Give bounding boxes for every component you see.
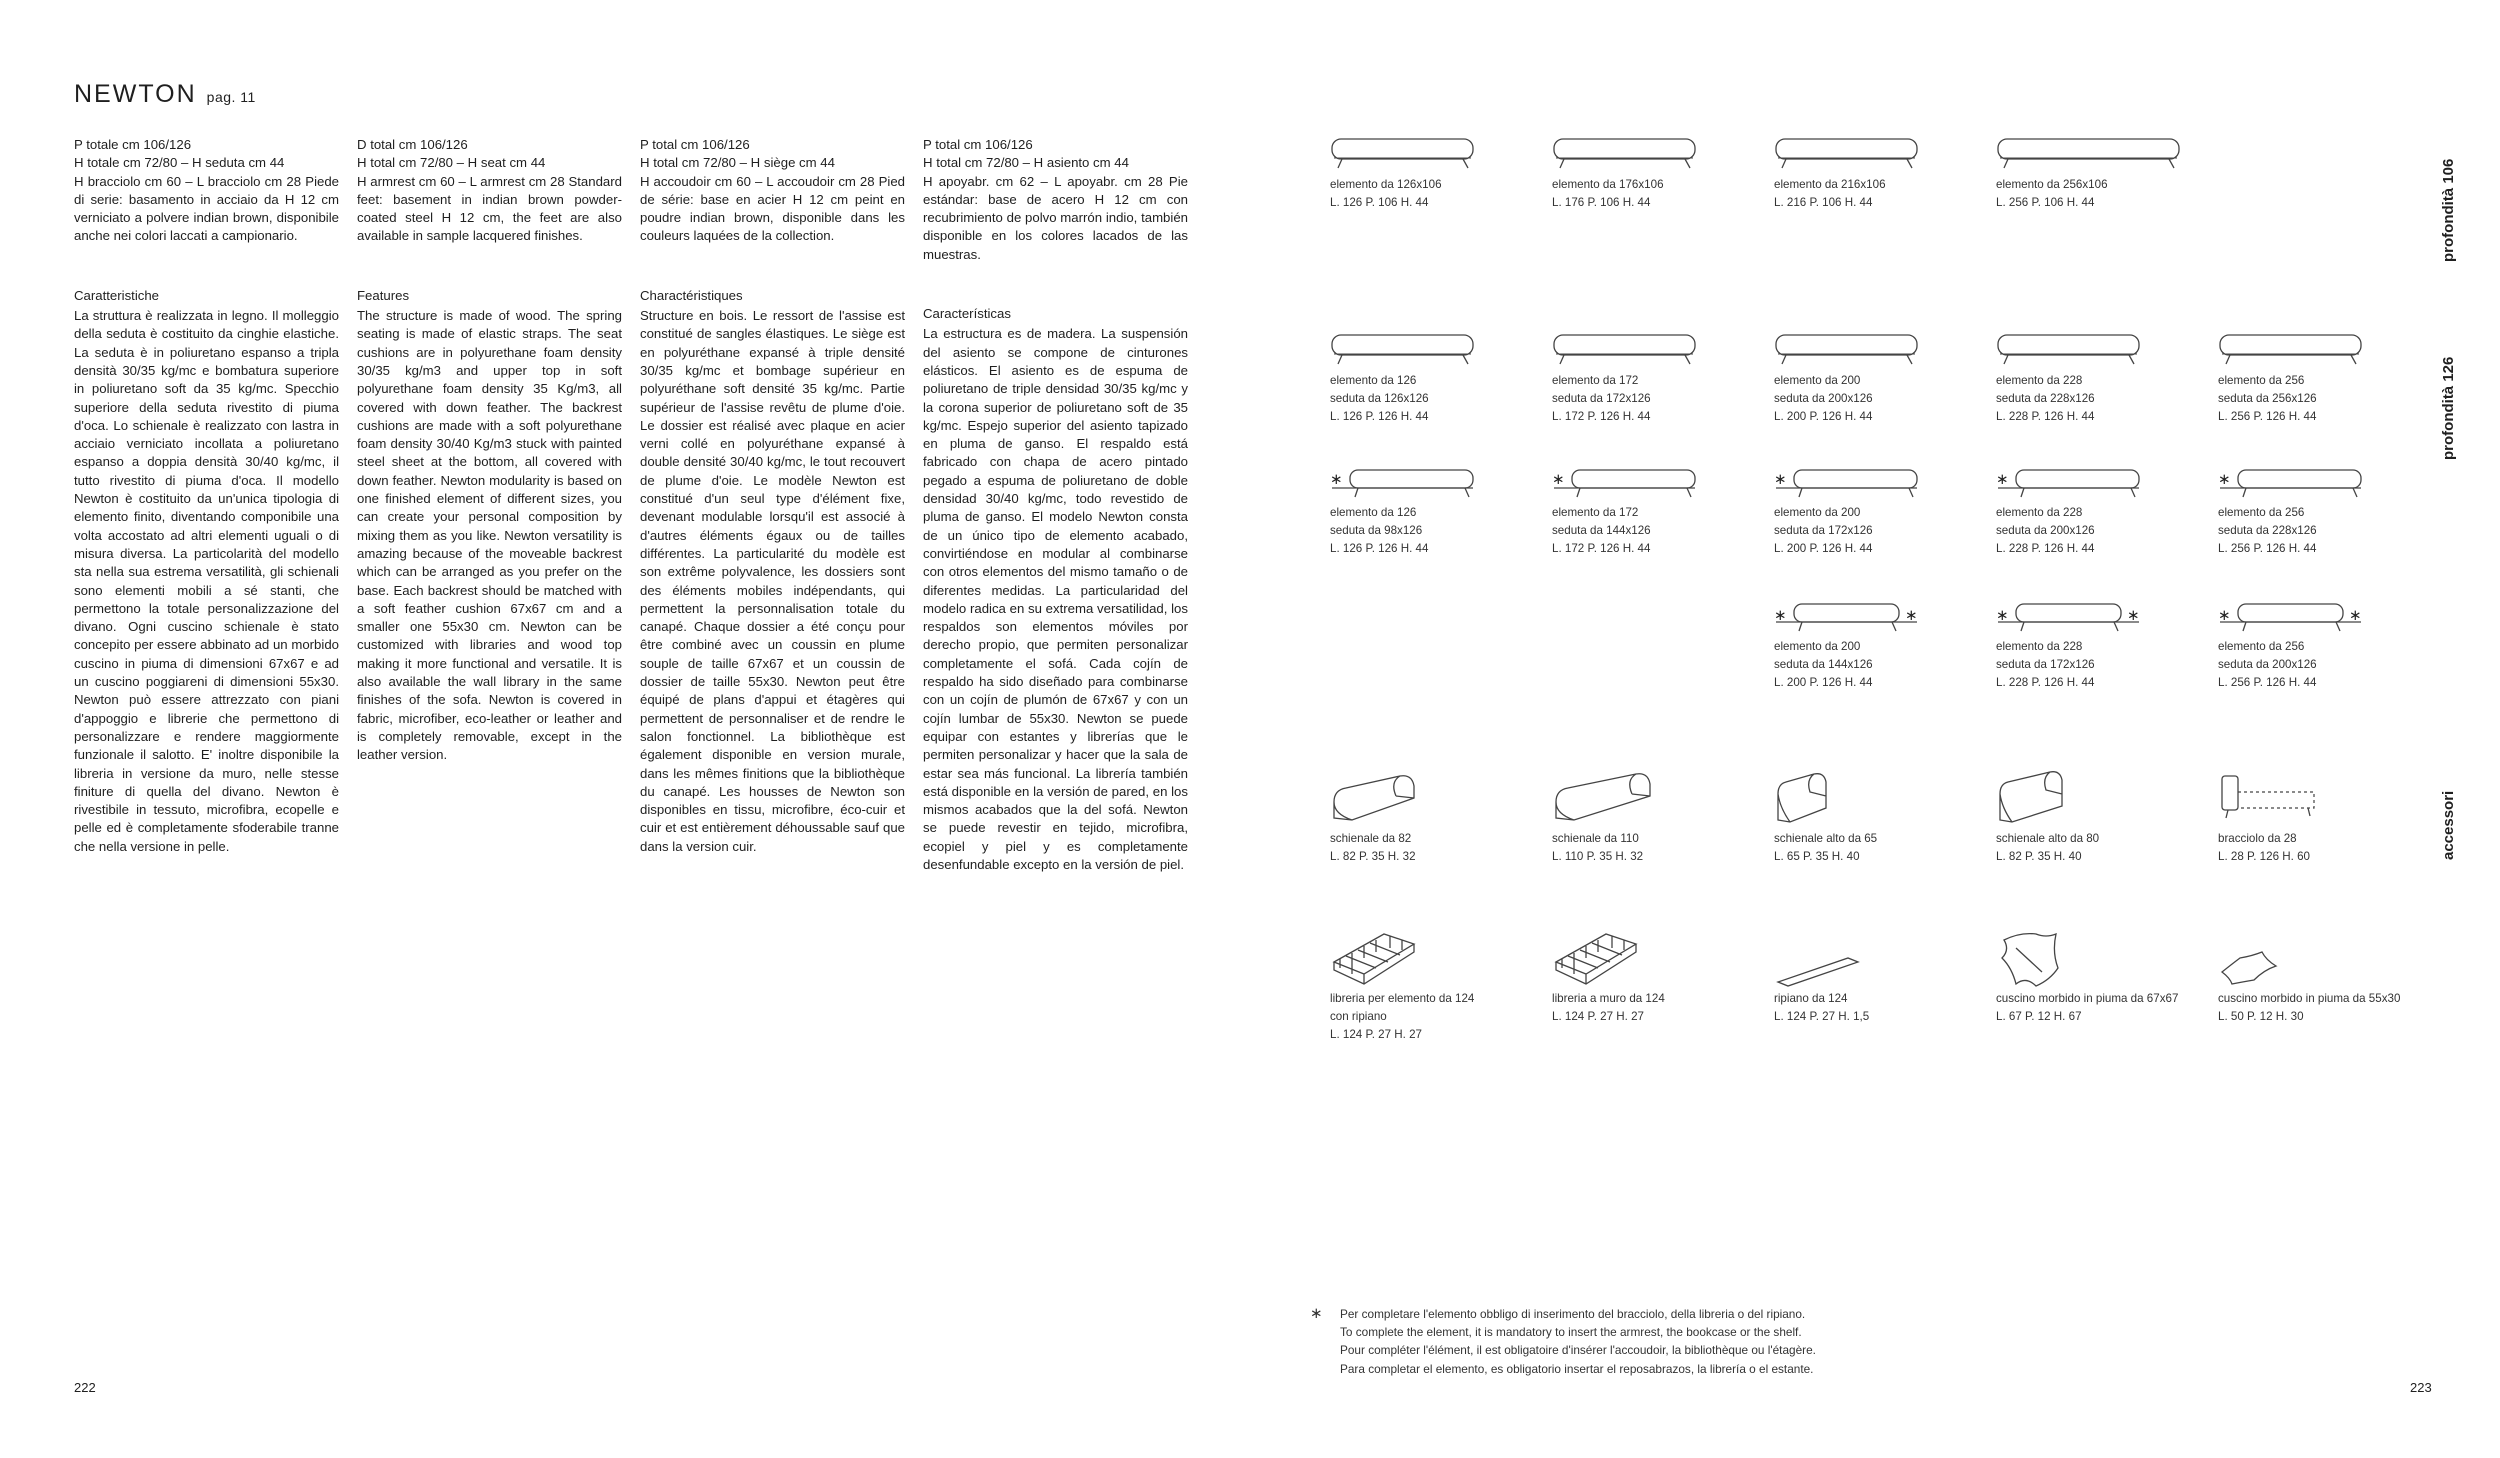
sofa-element-drawing [1774, 136, 1924, 176]
sofa-element-106 [1552, 136, 1752, 212]
accessory-armrest [2218, 768, 2418, 866]
dim-line: H total cm 72/80 – H siège cm 44 [640, 155, 835, 171]
element-caption: elemento da 228 seduta da 172x126 L. 228 P. 126 H. 44 [1996, 640, 2095, 690]
star-marker: ∗ [1552, 471, 1565, 488]
footnote-star: ∗ [1310, 1305, 1323, 1322]
star-marker: ∗ [1774, 471, 1787, 488]
accessory-caption: libreria per elemento da 124 con ripiano L. 124 P. 27 H. 27 [1330, 992, 1475, 1042]
dim-line: H apoyabr. cm 62 – L apoyabr. cm 28 Pie estándar: base de acero H 12 cm con recubrimiento de polvo marrón indio, también disponible en los colores lacados de las muestras. [923, 173, 1188, 262]
sofa-element-drawing [1552, 136, 1702, 176]
shelf-icon [1774, 928, 1924, 990]
column-english [357, 136, 622, 765]
accessory-high-backrest [1996, 768, 2196, 866]
element-caption: elemento da 172 seduta da 144x126 L. 172 P. 126 H. 44 [1552, 506, 1651, 556]
section-label-depth-126: profondità 126 [2440, 356, 2457, 460]
high-backrest-icon [1774, 768, 1924, 830]
features-heading: Caratteristiche [74, 287, 160, 303]
sofa-element-126 [1996, 332, 2196, 427]
element-caption: elemento da 176x106 L. 176 P. 106 H. 44 [1552, 178, 1664, 210]
sofa-element-drawing [1996, 598, 2146, 638]
star-marker: ∗ [1996, 471, 2009, 488]
accessory-caption: cuscino morbido in piuma da 55x30 L. 50 P. 12 H. 30 [2218, 992, 2401, 1024]
sofa-element-drawing [1996, 464, 2146, 504]
element-caption: elemento da 256 seduta da 256x126 L. 256 P. 126 H. 44 [2218, 374, 2317, 424]
dim-line: D total cm 106/126 [357, 137, 468, 152]
sofa-element-126-star [1774, 464, 1974, 559]
element-caption: elemento da 200 seduta da 144x126 L. 200 P. 126 H. 44 [1774, 640, 1873, 690]
wall-bookcase-icon [1552, 928, 1702, 990]
footnote-line: Per completare l'elemento obbligo di inserimento del bracciolo, della libreria o del ripiano. [1340, 1307, 1806, 1321]
sofa-element-126-double-star [2218, 598, 2418, 693]
features-text: La estructura es de madera. La suspensión del asiento se compone de cinturones elásticos. El asiento es de espuma de poliuretano de triple densidad 30/35 kg/mc y la corona superior de poliuretano soft de 35 kg/mc. Espejo superior del asiento tapizado en pluma de ganso. El respaldo está fabricado con chapa de acero pintado pegado a espuma de poliuretano de doble densidad 30/40 kg/mc, todo revestido de pluma de ganso. El modelo Newton consta de un único tipo de elemento acabado, convirtiéndose en modular al combinarse con otros elementos del mismo tamaño o de diferentes medidas. La particularidad del modelo radica en su extrema versatilidad, los respaldos son elementos móviles por derecho propio, que permiten personalizar completamente el sofá. Cada cojín de respaldo ha sido diseñado para combinarse con un cojín de plumón de 67x67 y con un cojín lumbar de 55x30. Newton se puede equipar con estantes y librerías que le permiten personalizar y hacer que la sala de estar sea más funcional. La librería también está disponible en la versión de pared, en los mismos acabados que la del sofá. Newton se puede revestir en tejido, microfibra, ecopiel y piel y es completamente desenfundable excepto en la versión de piel. [923, 326, 1188, 872]
page-reference: pag. 11 [206, 89, 256, 105]
sofa-element-126-double-star [1996, 598, 2196, 693]
cushion-icon [1996, 928, 2146, 990]
element-caption: elemento da 228 seduta da 200x126 L. 228 P. 126 H. 44 [1996, 506, 2095, 556]
sofa-element-126 [1330, 332, 1530, 427]
dim-line: P total cm 106/126 [640, 137, 750, 152]
sofa-element-106 [1330, 136, 1530, 212]
accessory-cushion-67 [1996, 928, 2196, 1026]
lumbar-cushion-icon [2218, 928, 2368, 990]
accessory-shelf [1774, 928, 1974, 1026]
dim-line: P totale cm 106/126 [74, 137, 192, 152]
footnote-line: Pour compléter l'élément, il est obligatoire d'insérer l'accoudoir, la bibliothèque ou l'étagère. [1340, 1343, 1816, 1358]
star-marker: ∗ [1330, 471, 1343, 488]
column-italian [74, 136, 339, 856]
sofa-element-drawing [1552, 332, 1702, 372]
accessory-caption: bracciolo da 28 L. 28 P. 126 H. 60 [2218, 832, 2310, 864]
sofa-element-drawing [1330, 464, 1480, 504]
accessory-caption: schienale alto da 80 L. 82 P. 35 H. 40 [1996, 832, 2100, 864]
star-marker: ∗ [1905, 607, 1918, 624]
dim-line: H totale cm 72/80 – H seduta cm 44 [74, 155, 285, 171]
star-marker: ∗ [2349, 607, 2362, 624]
footnote-line: To complete the element, it is mandatory to insert the armrest, the bookcase or the shelf. [1340, 1325, 1802, 1340]
accessory-caption: ripiano da 124 L. 124 P. 27 H. 1,5 [1774, 992, 1870, 1024]
accessory-wall-bookcase [1552, 928, 1752, 1026]
sofa-element-106 [1774, 136, 1974, 212]
star-marker: ∗ [2218, 471, 2231, 488]
accessory-caption: schienale da 82 L. 82 P. 35 H. 32 [1330, 832, 1416, 864]
sofa-element-126-star [1552, 464, 1752, 559]
page-number-left: 222 [74, 1380, 96, 1395]
footnote-line: Para completar el elemento, es obligatorio insertar el reposabrazos, la librería o el estante. [1340, 1361, 1814, 1376]
section-label-accessories: accessori [2440, 790, 2457, 860]
features-heading: Características [923, 306, 1011, 322]
element-caption: elemento da 126x106 L. 126 P. 106 H. 44 [1330, 178, 1442, 210]
accessory-caption: libreria a muro da 124 L. 124 P. 27 H. 27 [1552, 992, 1665, 1024]
element-caption: elemento da 256 seduta da 200x126 L. 256 P. 126 H. 44 [2218, 640, 2317, 690]
sofa-element-drawing [1330, 136, 1480, 176]
sofa-element-126-double-star [1774, 598, 1974, 693]
page-number-right: 223 [2410, 1380, 2432, 1395]
element-caption: elemento da 200 seduta da 172x126 L. 200 P. 126 H. 44 [1774, 506, 1873, 556]
page-title: NEWTON pag. 11 [74, 80, 256, 108]
accessory-cushion-55 [2218, 928, 2418, 1026]
backrest-icon [1330, 768, 1480, 830]
sofa-element-drawing [1774, 598, 1924, 638]
sofa-element-106 [1996, 136, 2196, 212]
accessory-high-backrest [1774, 768, 1974, 866]
sofa-element-drawing [2218, 598, 2368, 638]
star-marker: ∗ [2127, 607, 2140, 624]
sofa-element-126 [2218, 332, 2418, 427]
element-caption: elemento da 200 seduta da 200x126 L. 200 P. 126 H. 44 [1774, 374, 1873, 424]
footnote [1310, 1305, 1816, 1378]
sofa-element-drawing [2218, 332, 2368, 372]
element-caption: elemento da 256x106 L. 256 P. 106 H. 44 [1996, 178, 2108, 210]
features-heading: Charactéristiques [640, 287, 743, 303]
dim-line: H accoudoir cm 60 – L accoudoir cm 28 Pied de série: base en acier H 12 cm peint en poudre indian brown, disponible dans les couleurs laquées de la collection. [640, 173, 905, 244]
element-caption: elemento da 216x106 L. 216 P. 106 H. 44 [1774, 178, 1886, 210]
sofa-element-drawing [1774, 332, 1924, 372]
accessory-backrest [1552, 768, 1752, 866]
element-caption: elemento da 228 seduta da 228x126 L. 228 P. 126 H. 44 [1996, 374, 2095, 424]
star-marker: ∗ [2218, 607, 2231, 624]
star-marker: ∗ [1774, 607, 1787, 624]
accessory-caption: schienale alto da 65 L. 65 P. 35 H. 40 [1774, 832, 1878, 864]
dim-line: H total cm 72/80 – H asiento cm 44 [923, 155, 1129, 171]
dim-line: H armrest cm 60 – L armrest cm 28 Standard feet: basement in indian brown powder-coated steel H 12 cm, the feet are also available in sample lacquered finishes. [357, 173, 622, 244]
armrest-icon [2218, 768, 2368, 830]
sofa-element-126-star [2218, 464, 2418, 559]
high-backrest-icon [1996, 768, 2146, 830]
accessory-bookcase [1330, 928, 1530, 1045]
features-text: The structure is made of wood. The spring seating is made of elastic straps. The seat cushions are in polyurethane foam density 30/35 kg/m3 and upper top in soft polyurethane foam density 35 Kg/m3, all covered with down feather. The backrest cushions are made with a soft polyurethane foam density 30/40 Kg/m3 stuck with painted steel sheet at the bottom, all covered with down feather. Newton modularity is based on one finished element of different sizes, you can create your personal composition by mixing them as you like. Newton versatility is amazing because of the moveable backrest which can be arranged as you prefer on the base. Each backrest should be matched with a soft feather cushion 67x67 cm and a smaller one 55x30 cm. Newton can be customized with libraries and wood top making it more functional and versatile. It is also available the wall library in the same finishes of the sofa. Newton is covered in fabric, microfiber, eco-leather or leather and is completely removable, except in the leather version. [357, 308, 622, 763]
sofa-element-126-star [1996, 464, 2196, 559]
element-caption: elemento da 172 seduta da 172x126 L. 172 P. 126 H. 44 [1552, 374, 1651, 424]
element-caption: elemento da 126 seduta da 98x126 L. 126 P. 126 H. 44 [1330, 506, 1429, 556]
sofa-element-126-star [1330, 464, 1530, 559]
backrest-icon [1552, 768, 1702, 830]
features-heading: Features [357, 287, 410, 303]
accessory-backrest [1330, 768, 1530, 866]
element-caption: elemento da 126 seduta da 126x126 L. 126 P. 126 H. 44 [1330, 374, 1429, 424]
sofa-element-drawing [1552, 464, 1702, 504]
dim-line: H bracciolo cm 60 – L bracciolo cm 28 Piede di serie: basamento in acciaio da H 12 cm verniciato a polvere indian brown, disponibile anche nei colori laccati a campionario. [74, 173, 339, 244]
features-text: La struttura è realizzata in legno. Il molleggio della seduta è costituito da cinghie elastiche. La seduta è in poliuretano espanso a tripla densità 30/35 kg/mc e bombatura superiore in poliuretano soft da 35 kg/mc. Specchio superiore della seduta rivestito di piuma d'oca. Lo schienale è realizzato con lastra in acciaio verniciato incollata a poliuretano espanso a doppia densità 30/40 kg/mc, il tutto rivestito di piuma d'oca. Il modello Newton è costituito da un'unica tipologia di elemento finito, diventando componibile una volta accostato ad altri elementi uguali o di misura diversa. La particolarità del modello sta nella sua estrema versatilità, gli schienali sono elementi mobili a sé stanti, che permettono la totale personalizzazione del divano. Ogni cuscino schienale è stato concepito per essere abbinato ad un morbido cuscino in piuma di dimensioni 67x67 e ad un cuscino poggiareni di dimensioni 55x30. Newton può essere attrezzato con piani d'appoggio e librerie che permettono di personalizzare e rendere maggiormente funzionale il salotto. E' inoltre disponibile la libreria in versione da muro, nelle stesse finiture di quella del divano. Newton è rivestibile in tessuto, microfibra, ecopelle e pelle ed è completamente sfoderabile tranne che nella versione in pelle. [74, 308, 339, 854]
column-spanish [923, 136, 1188, 874]
sofa-element-drawing [1774, 464, 1924, 504]
sofa-element-126 [1552, 332, 1752, 427]
sofa-element-drawing [2218, 464, 2368, 504]
sofa-element-drawing [1996, 136, 2186, 176]
section-label-depth-106: profondità 106 [2440, 158, 2457, 262]
accessory-caption: schienale da 110 L. 110 P. 35 H. 32 [1552, 832, 1644, 864]
sofa-element-drawing [1996, 332, 2146, 372]
dim-line: P total cm 106/126 [923, 137, 1033, 152]
bookcase-icon [1330, 928, 1480, 990]
star-marker: ∗ [1996, 607, 2009, 624]
sofa-element-drawing [1330, 332, 1480, 372]
features-text: Structure en bois. Le ressort de l'assise est constitué de sangles élastiques. Le siège est en polyuréthane expansé à triple densité 30/35 kg/mc et bombage supérieur en polyuréthane soft densité 35 kg/mc. Partie supérieur de l'assise revêtu de plume d'oie. Le dossier est réalisé avec plaque en acier verni collé en polyuréthane expansé à double densité 30/40 kg/mc, le tout recouvert de plume d'oie. Le modèle Newton est constitué d'un seul type d'élément fixe, devenant modulable lorsqu'il est associé à d'autres éléments égaux ou de tailles différentes. La particularité du modèle est son extrême polyvalence, les dossiers sont des éléments mobiles indépendants, qui permettent la personnalisation totale du canapé. Chaque dossier a été conçu pour être combiné avec un coussin en plume souple de taille 67x67 et un coussin de dossier de taille 55x30. Newton peut être équipé de plans d'appui et étagères qui permettent de personnaliser et de rendre le salon fonctionnel. La bibliothèque est également disponible en version murale, dans les mêmes finitions que la bibliothèque du canapé. Les housses de Newton son disponibles en tissu, microfibre, éco-cuir et cuir et est entièrement déhoussable sauf que dans la version cuir. [640, 308, 905, 854]
accessory-caption: cuscino morbido in piuma da 67x67 L. 67 P. 12 H. 67 [1996, 992, 2179, 1024]
sofa-element-126 [1774, 332, 1974, 427]
element-caption: elemento da 256 seduta da 228x126 L. 256 P. 126 H. 44 [2218, 506, 2317, 556]
column-french [640, 136, 905, 856]
dim-line: H total cm 72/80 – H seat cm 44 [357, 155, 546, 171]
